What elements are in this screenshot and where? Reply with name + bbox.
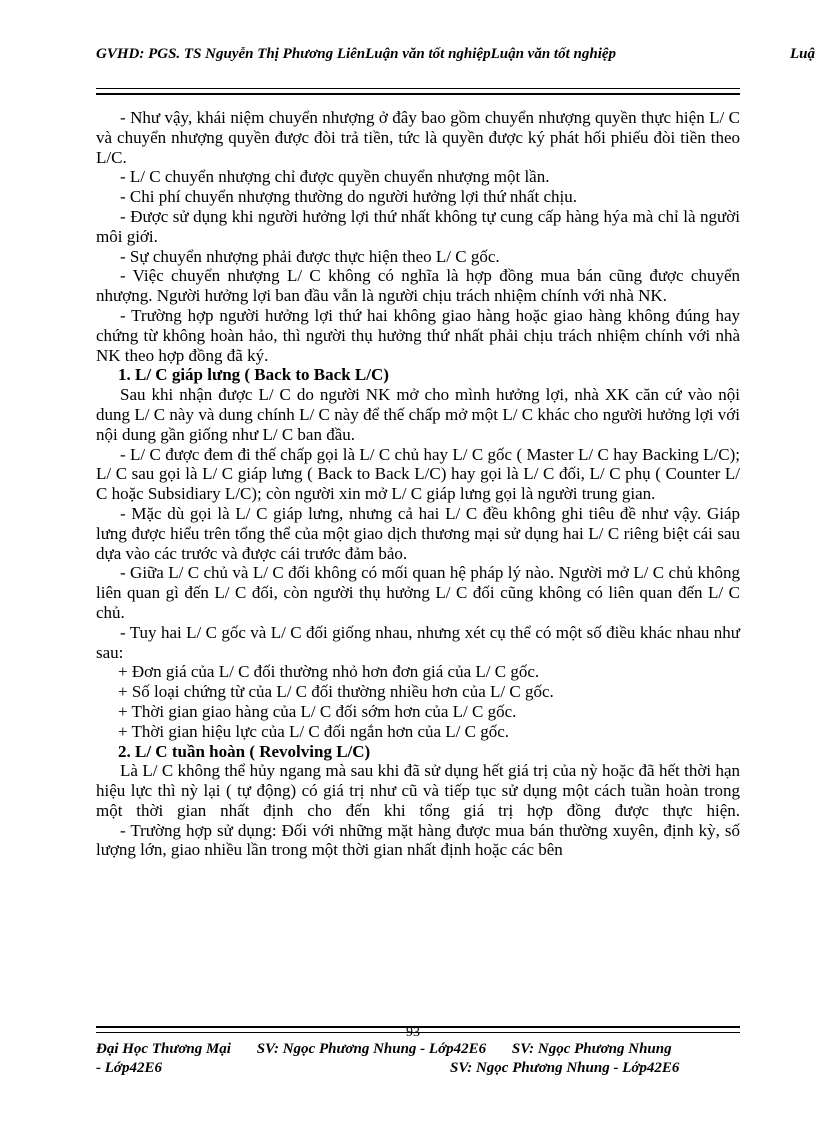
paragraph: - Được sử dụng khi người hưởng lợi thứ nhất không tự cung cấp hàng hýa mà chỉ là người môi giới. xyxy=(96,206,740,246)
paragraph: Sau khi nhận được L/ C do người NK mở cho mình hưởng lợi, nhà XK căn cứ vào nội dung L/ C này và dung chính L/ C này để thế chấp mở một L/ C khác cho người hưởng lợi với nội dung gần giống như L/ C ban đầu. xyxy=(96,385,740,444)
list-item: + Thời gian hiệu lực của L/ C đối ngắn hơn của L/ C gốc. xyxy=(118,721,510,741)
paragraph: - Sự chuyển nhượng phải được thực hiện theo L/ C gốc. xyxy=(120,246,500,266)
footer-student-2: SV: Ngọc Phương Nhung xyxy=(511,1041,672,1057)
paragraph: - L/ C được đem đi thế chấp gọi là L/ C chủ hay L/ C gốc ( Master L/ C hay Backing L/C); L/ C sau gọi là L/ C giáp lưng ( Back to Back L/C) hay gọi là L/ C đối, L/ C phụ ( Counter L/ C hoặc Subsidiary L/C); còn người xin mở L/ C giáp lưng gọi là người trung gian. xyxy=(96,444,740,504)
page-header xyxy=(96,46,816,70)
paragraph: - Tuy hai L/ C gốc và L/ C đối giống nhau, nhưng xét cụ thể có một số điều khác nhau như sau: xyxy=(96,622,740,662)
header-cut-text: Luậ xyxy=(790,46,816,62)
list-item: + Số loại chứng từ của L/ C đối thường nhiều hơn của L/ C gốc. xyxy=(118,682,554,702)
paragraph: - Như vậy, khái niệm chuyển nhượng ở đây bao gồm chuyển nhượng quyền thực hiện L/ C và chuyển nhượng quyền được đòi trả tiền, tức là quyền được ký phát hối phiếu đòi tiền theo L/C. xyxy=(96,108,740,167)
footer-student-1: SV: Ngọc Phương Nhung - Lớp42E6 xyxy=(256,1041,487,1057)
footer-student-3: SV: Ngọc Phương Nhung - Lớp42E6 xyxy=(450,1060,680,1076)
list-item: + Thời gian giao hàng của L/ C đối sớm hơn của L/ C gốc. xyxy=(118,701,517,721)
footer-class: - Lớp42E6 xyxy=(96,1060,162,1076)
page-number: 93 xyxy=(406,1025,420,1040)
paragraph: - Giữa L/ C chủ và L/ C đối không có mối quan hệ pháp lý nào. Người mở L/ C chủ không liên quan gì đến L/ C đối, còn người thụ hưởng L/ C đối cũng không có liên quan đến L/ C chủ. xyxy=(96,563,740,622)
paragraph: - Chi phí chuyển nhượng thường do người hưởng lợi thứ nhất chịu. xyxy=(120,187,577,207)
footer-school: Đại Học Thương Mại xyxy=(96,1041,231,1057)
header-supervisor-text: GVHD: PGS. TS Nguyễn Thị Phương LiênLuận văn tốt nghiệpLuận văn tốt nghiệp xyxy=(96,46,617,62)
section-heading-revolving: 2. L/ C tuần hoàn ( Revolving L/C) xyxy=(118,741,371,761)
paragraph: - Trường hợp sử dụng: Đối với những mặt hàng được mua bán thường xuyên, định kỳ, số lượng lớn, giao nhiều lần trong một thời gian nhất định hoặc các bên xyxy=(96,820,740,860)
page-footer xyxy=(96,1040,740,1078)
paragraph: - L/ C chuyển nhượng chỉ được quyền chuyển nhượng một lần. xyxy=(120,167,550,187)
paragraph: - Việc chuyển nhượng L/ C không có nghĩa là hợp đồng mua bán cũng được chuyển nhượng. Người hưởng lợi ban đầu vẫn là người chịu trách nhiệm chính với nhà NK. xyxy=(96,266,740,306)
paragraph: - Mặc dù gọi là L/ C giáp lưng, nhưng cả hai L/ C đều không ghi tiêu đề như vậy. Giáp lưng được hiểu trên tổng thể của một giao dịch thương mại sử dụng hai L/ C riêng biệt cái sau dựa vào các trước và được cái trước đảm bảo. xyxy=(96,503,740,563)
list-item: + Đơn giá của L/ C đối thường nhỏ hơn đơn giá của L/ C gốc. xyxy=(118,662,540,682)
header-rule xyxy=(96,88,740,95)
paragraph: Là L/ C không thể hủy ngang mà sau khi đã sử dụng hết giá trị của nỳ hoặc đã hết thời hạn hiệu lực thì nỳ lại ( tự động) có giá trị như cũ và tiếp tục sử dụng một cách tuần hoàn trong một thời gian nhất định cho đến khi tổng giá trị hợp đồng được thực hiện. xyxy=(96,761,740,820)
section-heading-back-to-back: 1. L/ C giáp lưng ( Back to Back L/C) xyxy=(118,365,389,385)
body-text xyxy=(96,108,740,860)
paragraph: - Trường hợp người hưởng lợi thứ hai không giao hàng hoặc giao hàng không đúng hay chứng từ không hoàn hảo, thì người thụ hưởng thứ nhất phải chịu trách nhiệm chính với nhà NK theo hợp đồng đã ký. xyxy=(96,305,740,365)
